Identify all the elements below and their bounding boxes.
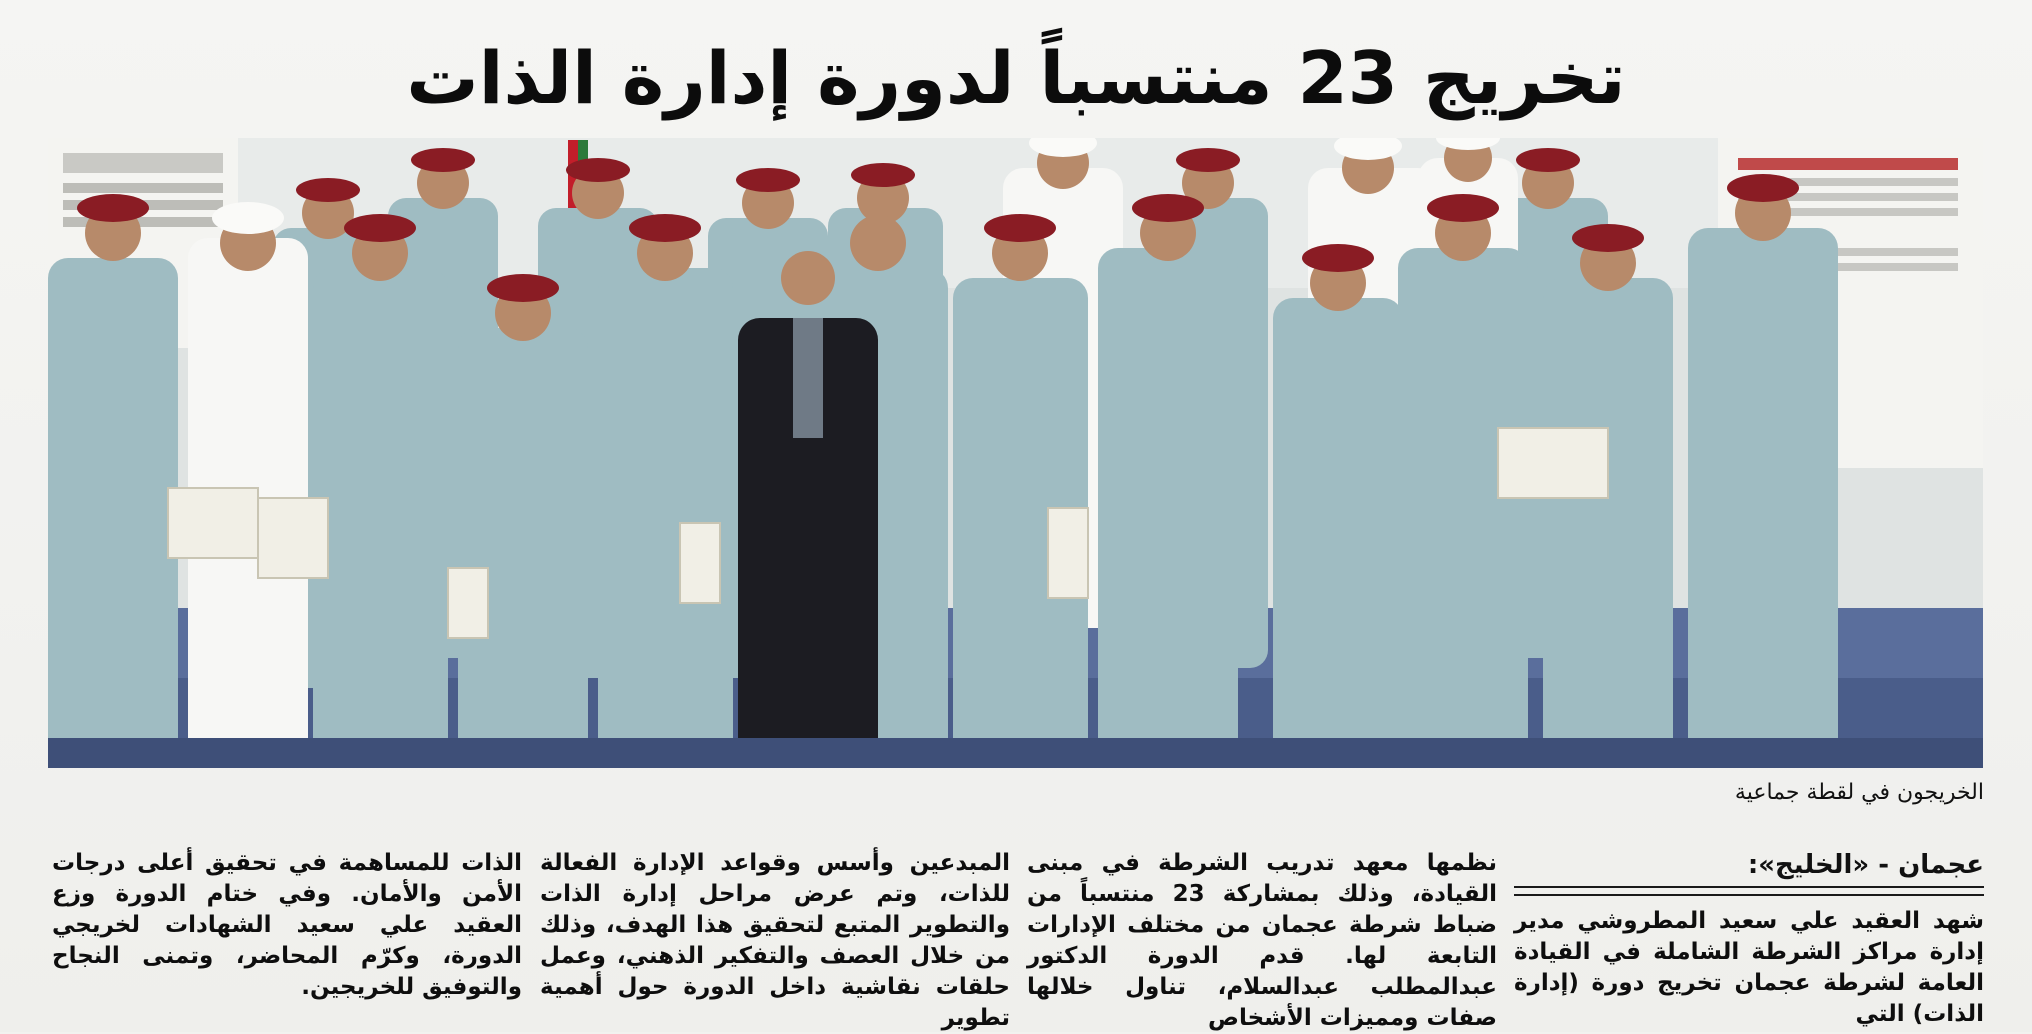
article-column-4 — [52, 848, 522, 1003]
column-text: المبدعين وأسس وقواعد الإدارة الفعالة للذات، وتم عرض مراحل إدارة الذات والتطوير المتبع لتحقيق هذا الهدف، وذلك من خلال العصف والتفكير الذهني، وعمل حلقات نقاشية داخل الدورة حول أهمية تطوير — [540, 850, 1010, 1031]
column-text: نظمها معهد تدريب الشرطة في مبنى القيادة، وذلك بمشاركة 23 منتسباً من ضباط شرطة عجمان من مختلف الإدارات التابعة لها. قدم الدورة الدكتور عبدالمطلب عبدالسلام، تناول خلالها صفات ومميزات الأشخاص — [1027, 850, 1497, 1031]
article-byline: عجمان - «الخليج»: — [1747, 850, 1984, 880]
article-headline: تخريج 23 منتسباً لدورة إدارة الذات — [406, 36, 1626, 120]
column-text: شهد العقيد علي سعيد المطروشي مدير إدارة مراكز الشرطة الشاملة في القيادة العامة لشرطة عجمان تخريج دورة (إدارة الذات) التي — [1514, 908, 1984, 1027]
article-column-2 — [1027, 848, 1497, 1034]
byline-divider — [1514, 886, 1984, 896]
group-photo — [48, 138, 1983, 768]
article-column-3 — [540, 848, 1010, 1034]
article-column-1 — [1514, 906, 1984, 1030]
photo-caption: الخريجون في لقطة جماعية — [1734, 780, 1984, 805]
column-text: الذات للمساهمة في تحقيق أعلى درجات الأمن والأمان. وفي ختام الدورة وزع العقيد علي سعيد الشهادات لخريجي الدورة، وكرّم المحاضر، وتمنى النجاح والتوفيق للخريجين. — [52, 850, 522, 1000]
